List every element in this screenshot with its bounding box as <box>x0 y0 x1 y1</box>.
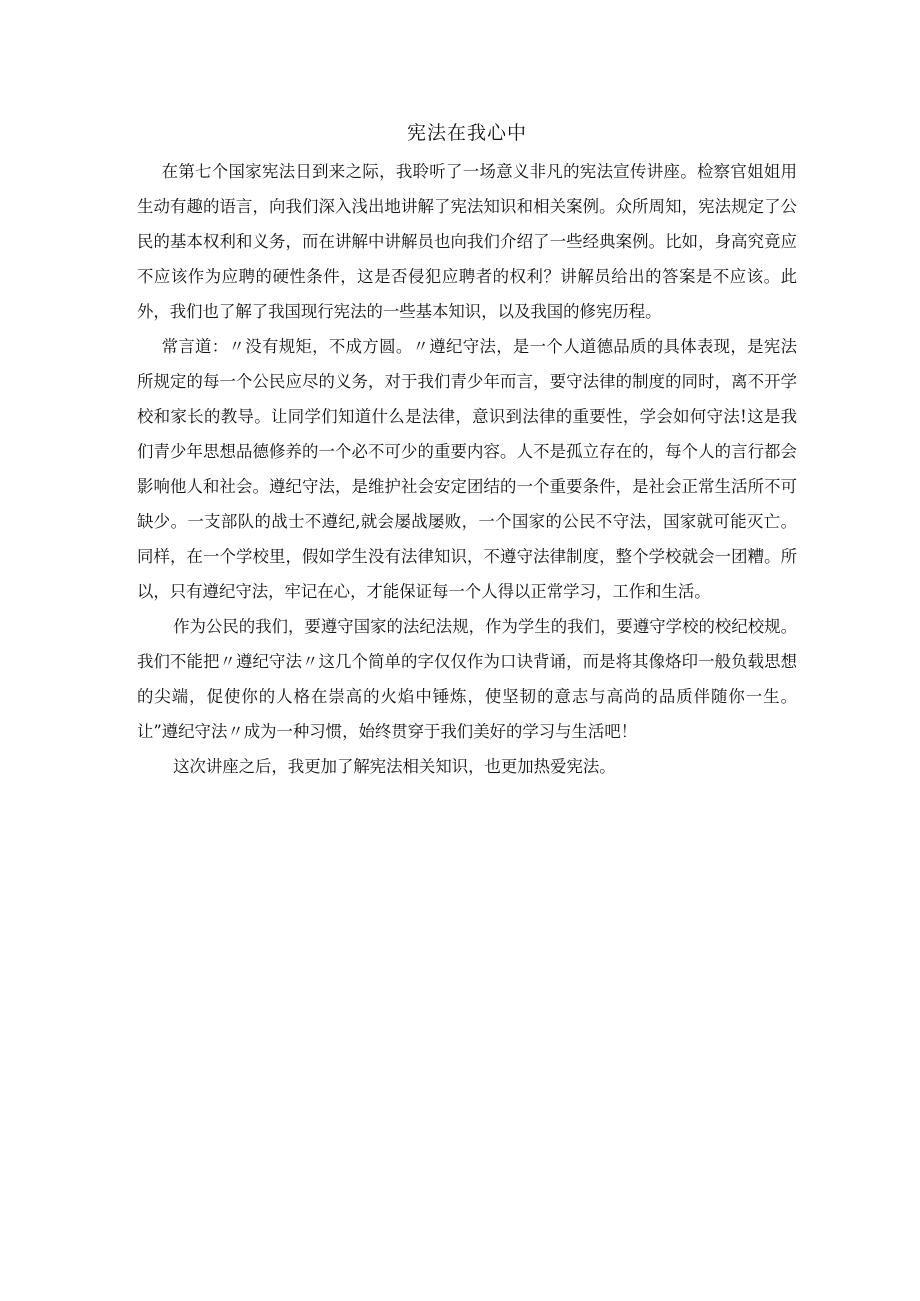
document-title: 宪法在我心中 <box>406 122 527 144</box>
paragraph-4: 这次讲座之后，我更加了解宪法相关知识，也更加热爱宪法。 <box>173 757 616 776</box>
document-page <box>137 118 797 784</box>
paragraph-1: 在第七个国家宪法日到来之际，我聆听了一场意义非凡的宪法宣传讲座。检察官姐姐用生动有趣的语言，向我们深入浅出地讲解了宪法知识和相关案例。众所周知，宪法规定了公民的基本权利和义务，而在讲解中讲解员也向我们介绍了一些经典案例。比如，身高究竟应不应该作为应聘的硬性条件，这是否侵犯应聘者的权利？讲解员给出的答案是不应该。此外，我们也了解了我国现行宪法的一些基本知识，以及我国的修宪历程。 <box>137 162 797 321</box>
paragraph-2: 常言道：〃没有规矩，不成方圆。〃遵纪守法，是一个人道德品质的具体表现，是宪法所规定的每一个公民应尽的义务，对于我们青少年而言，要守法律的制度的同时，离不开学校和家长的教导。让同学们知道什么是法律，意识到法律的重要性，学会如何守法!这是我们青少年思想品德修养的一个必不可少的重要内容。人不是孤立存在的，每个人的言行都会影响他人和社会。遵纪守法，是维护社会安定团结的一个重要条件，是社会正常生活所不可缺少。一支部队的战士不遵纪,就会屡战屡败，一个国家的公民不守法，国家就可能灭亡。同样，在一个学校里，假如学生没有法律知识，不遵守法律制度，整个学校就会一团糟。所以，只有遵纪守法，牢记在心，才能保证每一个人得以正常学习，工作和生活。 <box>137 337 797 601</box>
paragraph-3: 作为公民的我们，要遵守国家的法纪法规，作为学生的我们，要遵守学校的校纪校规。我们不能把〃遵纪守法〃这几个简单的字仅仅作为口诀背诵，而是将其像烙印一般负载思想的尖端，促使你的人格在崇高的火焰中锤炼，使坚韧的意志与高尚的品质伴随你一生。让”遵纪守法〃成为一种习惯，始终贯穿于我们美好的学习与生活吧！ <box>137 617 797 741</box>
